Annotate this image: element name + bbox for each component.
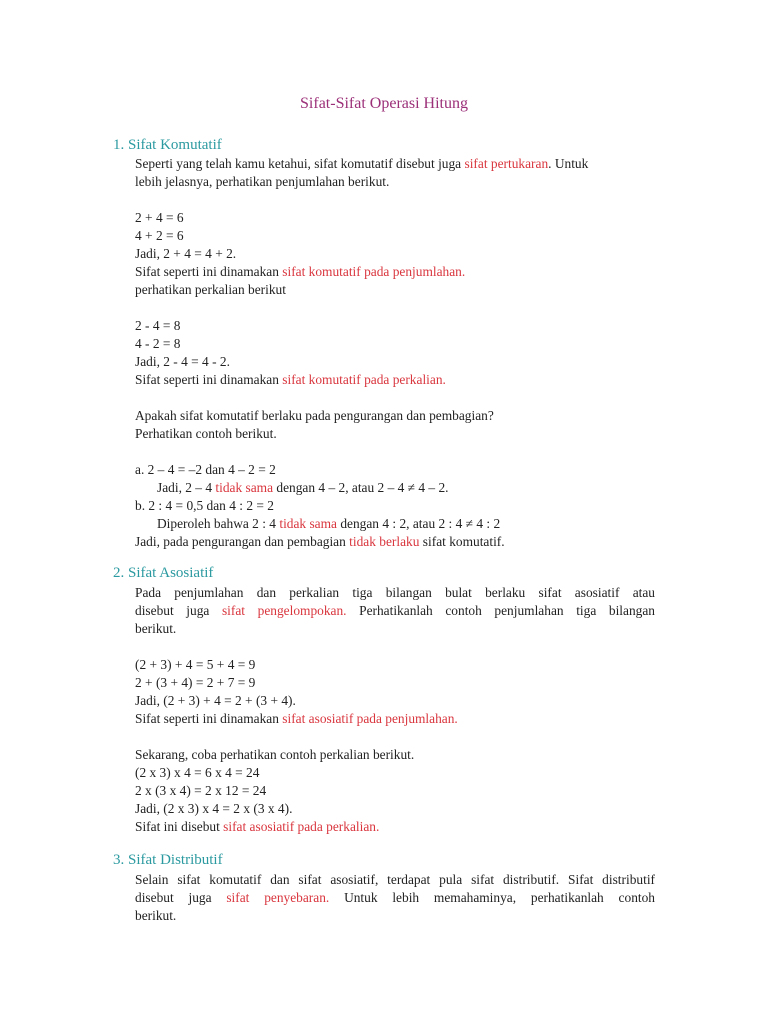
definition-line: Sifat seperti ini dinamakan sifat komutatif pada perkalian. [135,372,446,387]
section-body-distributif [135,871,655,925]
highlight-term: sifat asosiatif pada perkalian. [223,819,380,834]
example-conclusion: Diperoleh bahwa 2 : 4 tidak sama dengan 4 : 2, atau 2 : 4 ≠ 4 : 2 [157,516,501,531]
equation-line: 2 + 4 = 6 [135,210,184,225]
paragraph [135,871,655,925]
equation-line: 2 - 4 = 8 [135,318,181,333]
paragraph-line: lebih jelasnya, perhatikan penjumlahan berikut. [135,174,390,189]
paragraph-line: Seperti yang telah kamu ketahui, sifat komutatif disebut juga sifat pertukaran. Untuk [135,156,589,171]
paragraph-line: berikut. [135,908,177,923]
equation-line: (2 + 3) + 4 = 5 + 4 = 9 [135,657,256,672]
paragraph [135,584,655,638]
paragraph-line: Selain sifat komutatif dan sifat asosiatif, terdapat pula sifat distributif. Sifat distributif [135,872,655,887]
highlight-term: tidak sama [279,516,337,531]
equation-line: Jadi, (2 x 3) x 4 = 2 x (3 x 4). [135,801,293,816]
equation-line: Jadi, (2 + 3) + 4 = 2 + (3 + 4). [135,693,296,708]
paragraph-line: Perhatikan contoh berikut. [135,426,277,441]
highlight-term: sifat asosiatif pada penjumlahan. [282,711,458,726]
definition-line: Sifat seperti ini dinamakan sifat komutatif pada penjumlahan. [135,264,466,279]
section-body-komutatif [135,155,655,551]
highlight-term: sifat pertukaran [464,156,549,171]
paragraph-line: Apakah sifat komutatif berlaku pada pengurangan dan pembagian? [135,408,494,423]
conclusion-line: Jadi, pada pengurangan dan pembagian tidak berlaku sifat komutatif. [135,534,505,549]
example-line: b. 2 : 4 = 0,5 dan 4 : 2 = 2 [135,498,274,513]
equation-line: Jadi, 2 - 4 = 4 - 2. [135,354,230,369]
highlight-term: tidak sama [215,480,274,495]
highlight-term: sifat komutatif pada penjumlahan. [282,264,466,279]
definition-line: Sifat seperti ini dinamakan sifat asosiatif pada penjumlahan. [135,711,458,726]
paragraph-line: berikut. [135,621,177,636]
equation-line: (2 x 3) x 4 = 6 x 4 = 24 [135,765,260,780]
paragraph-line: Pada penjumlahan dan perkalian tiga bilangan bulat berlaku sifat asosiatif atau [135,585,655,600]
section-heading-distributif: 3. Sifat Distributif [113,852,223,868]
highlight-term: sifat pengelompokan. [221,603,347,618]
section-body-asosiatif [135,584,655,836]
equation-line: Jadi, 2 + 4 = 4 + 2. [135,246,237,261]
section-heading-komutatif: 1. Sifat Komutatif [113,137,222,153]
paragraph-line: perhatikan perkalian berikut [135,282,286,297]
document-title: Sifat-Sifat Operasi Hitung [300,95,468,112]
paragraph-line: disebut juga sifat pengelompokan. Perhatikanlah contoh penjumlahan tiga bilangan [135,603,655,618]
equation-line: 2 x (3 x 4) = 2 x 12 = 24 [135,783,267,798]
example-line: a. 2 – 4 = –2 dan 4 – 2 = 2 [135,462,276,477]
equation-line: 4 - 2 = 8 [135,336,181,351]
paragraph-line: disebut juga sifat penyebaran. Untuk lebih memahaminya, perhatikanlah contoh [135,890,656,905]
definition-line: Sifat ini disebut sifat asosiatif pada perkalian. [135,819,380,834]
example-conclusion: Jadi, 2 – 4 tidak sama dengan 4 – 2, atau 2 – 4 ≠ 4 – 2. [157,480,449,495]
highlight-term: sifat penyebaran. [226,890,330,905]
paragraph-line: Sekarang, coba perhatikan contoh perkalian berikut. [135,747,415,762]
equation-line: 2 + (3 + 4) = 2 + 7 = 9 [135,675,256,690]
section-heading-asosiatif: 2. Sifat Asosiatif [113,565,214,581]
highlight-term: sifat komutatif pada perkalian. [282,372,446,387]
highlight-term: tidak berlaku [349,534,420,549]
equation-line: 4 + 2 = 6 [135,228,184,243]
